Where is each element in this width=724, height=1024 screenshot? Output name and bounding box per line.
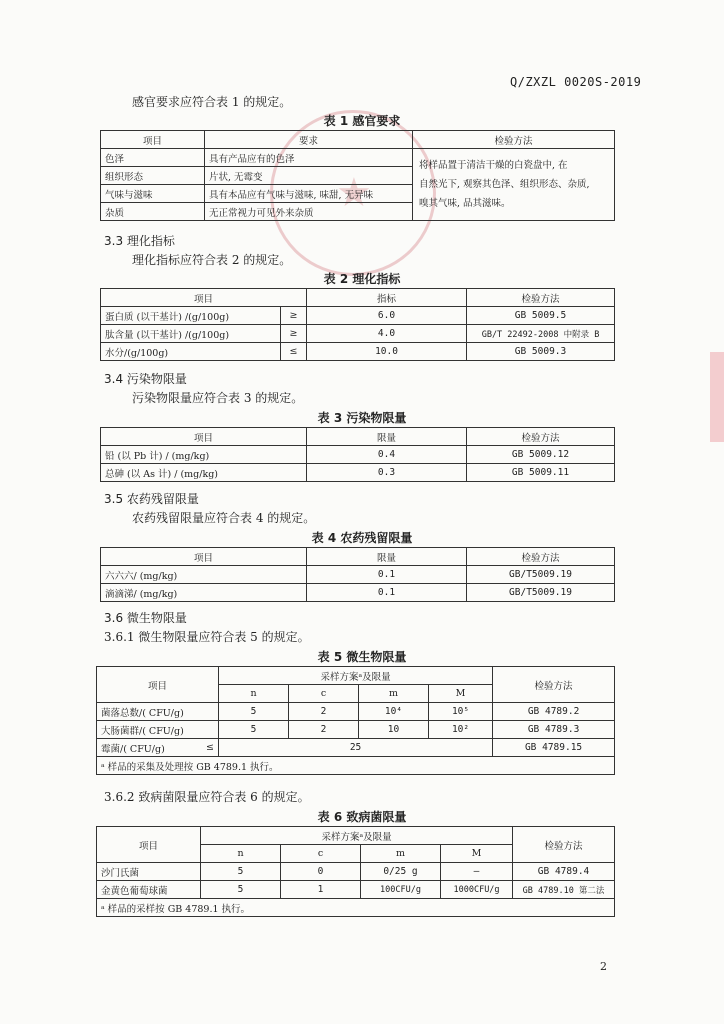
table4-header-method: 检验方法 [467,548,615,566]
cell-op: ≤ [197,739,219,757]
method-line: 自然光下, 观察其色泽、组织形态、杂质, [419,179,590,190]
cell-method: GB 4789.2 [493,703,615,721]
table-row [97,881,615,899]
table-row [101,446,615,464]
cell-method: GB 4789.3 [493,721,615,739]
table-row [97,703,615,721]
seal-star-icon: ★ [336,170,372,216]
cell-method: GB 5009.12 [467,446,615,464]
cell-method: GB 5009.3 [467,343,615,361]
table-row [97,721,615,739]
cell-method: GB/T5009.19 [467,566,615,584]
cell-value: 10.0 [307,343,467,361]
table-row [101,149,615,167]
cell-item: 气味与滋味 [101,185,205,203]
cell-method: GB 4789.4 [513,863,615,881]
cell-req: 具有产品应有的色泽 [205,149,413,167]
cell-c: 2 [289,703,359,721]
table1-caption: 表 1 感官要求 [323,114,401,128]
cell-item: 水分/(g/100g) [101,343,281,361]
cell-item: 六六六/ (mg/kg) [101,566,307,584]
s3-6-2-text: 3.6.2 致病菌限量应符合表 6 的规定。 [104,790,310,804]
table6-caption: 表 6 致病菌限量 [317,810,407,824]
cell-method: GB/T5009.19 [467,584,615,602]
cell-item: 菌落总数/( CFU/g) [97,703,219,721]
table2-header-value: 指标 [307,289,467,307]
table-row [97,863,615,881]
table-row [101,584,615,602]
table-row [101,307,615,325]
cell-item: 大肠菌群/( CFU/g) [97,721,219,739]
cell-req: 具有本品应有气味与滋味, 味甜, 无异味 [205,185,413,203]
table3-header-item: 项目 [101,428,307,446]
cell-M: — [441,863,513,881]
cell-m: 100CFU/g [361,881,441,899]
method-line: 将样品置于清洁干燥的白瓷盘中, 在 [419,160,568,171]
page-number: 2 [600,960,607,973]
cell-item: 霉菌/( CFU/g) [97,739,197,757]
table1-header-item: 项目 [101,131,205,149]
table2-caption: 表 2 理化指标 [323,272,401,286]
table3-header-method: 检验方法 [467,428,615,446]
cell-item: 铅 (以 Pb 计) / (mg/kg) [101,446,307,464]
cell-c: 1 [281,881,361,899]
table5 [96,666,615,775]
cell-n: 5 [219,703,289,721]
table-row [101,325,615,343]
table-row [101,464,615,482]
cell-method: GB 5009.11 [467,464,615,482]
cell-c: 0 [281,863,361,881]
cell-item: 蛋白质 (以干基计) /(g/100g) [101,307,281,325]
cell-op: ≥ [281,325,307,343]
cell-value: 25 [219,739,493,757]
table5-header-method: 检验方法 [493,667,615,703]
s3-4-intro: 污染物限量应符合表 3 的规定。 [132,391,304,405]
cell-item: 杂质 [101,203,205,221]
table6-sub-M: M [441,845,513,863]
cell-req: 无正常视力可见外来杂质 [205,203,413,221]
cell-item: 沙门氏菌 [97,863,201,881]
table6-note: ᵃ 样品的采样按 GB 4789.1 执行。 [97,899,615,917]
table5-caption: 表 5 微生物限量 [317,650,407,664]
cell-M: 10² [429,721,493,739]
table-row [97,739,615,757]
table5-sub-M: M [429,685,493,703]
table4-caption: 表 4 农药残留限量 [311,531,413,545]
table1-method-cell [413,149,615,221]
table3 [100,427,615,482]
cell-value: 0.1 [307,584,467,602]
cell-method: GB 4789.15 [493,739,615,757]
method-line: 嗅其气味, 品其滋味。 [419,198,511,209]
table6-sub-c: c [281,845,361,863]
cell-item: 组织形态 [101,167,205,185]
table3-header-value: 限量 [307,428,467,446]
s3-3-intro: 理化指标应符合表 2 的规定。 [132,253,292,267]
cell-m: 10⁴ [359,703,429,721]
cell-item: 滴滴涕/ (mg/kg) [101,584,307,602]
s3-5-heading: 3.5 农药残留限量 [104,492,199,506]
cell-op: ≥ [281,307,307,325]
table2 [100,288,615,361]
table2-header-method: 检验方法 [467,289,615,307]
table1-header-method: 检验方法 [413,131,615,149]
cell-c: 2 [289,721,359,739]
table5-header-plan: 采样方案ᵃ及限量 [219,667,493,685]
table6-sub-n: n [201,845,281,863]
table6-sub-m: m [361,845,441,863]
s3-3-heading: 3.3 理化指标 [104,234,175,248]
document-number: Q/ZXZL 0020S-2019 [510,75,642,89]
table3-caption: 表 3 污染物限量 [317,411,407,425]
table5-sub-c: c [289,685,359,703]
cell-value: 6.0 [307,307,467,325]
cell-method: GB/T 22492-2008 中附录 B [467,325,615,343]
table6-header-method: 检验方法 [513,827,615,863]
cell-value: 0.1 [307,566,467,584]
table6-header-item: 项目 [97,827,201,863]
cell-M: 1000CFU/g [441,881,513,899]
table5-sub-m: m [359,685,429,703]
table4-header-value: 限量 [307,548,467,566]
cell-m: 10 [359,721,429,739]
s3-2-intro: 感官要求应符合表 1 的规定。 [132,95,292,109]
s3-4-heading: 3.4 污染物限量 [104,372,187,386]
cell-op: ≤ [281,343,307,361]
s3-6-heading: 3.6 微生物限量 [104,611,187,625]
table2-header-item: 项目 [101,289,307,307]
table5-note: ᵃ 样品的采集及处理按 GB 4789.1 执行。 [97,757,615,775]
cell-n: 5 [219,721,289,739]
cell-item: 总砷 (以 As 计) / (mg/kg) [101,464,307,482]
table1-header-req: 要求 [205,131,413,149]
cell-item: 色泽 [101,149,205,167]
cell-n: 5 [201,863,281,881]
cell-method: GB 5009.5 [467,307,615,325]
s3-5-intro: 农药残留限量应符合表 4 的规定。 [132,511,316,525]
table-row [101,566,615,584]
table-row [101,343,615,361]
cell-M: 10⁵ [429,703,493,721]
cell-item: 金黄色葡萄球菌 [97,881,201,899]
cell-value: 0.3 [307,464,467,482]
cell-m: 0/25 g [361,863,441,881]
s3-6-1-text: 3.6.1 微生物限量应符合表 5 的规定。 [104,630,310,644]
table5-header-item: 项目 [97,667,219,703]
cell-req: 片状, 无霉变 [205,167,413,185]
cell-method: GB 4789.10 第二法 [513,881,615,899]
table6 [96,826,615,917]
cell-item: 肽含量 (以干基计) /(g/100g) [101,325,281,343]
table4-header-item: 项目 [101,548,307,566]
cell-n: 5 [201,881,281,899]
table1 [100,130,615,221]
cell-value: 4.0 [307,325,467,343]
edge-stamp-mark [710,352,724,442]
cell-value: 0.4 [307,446,467,464]
table5-sub-n: n [219,685,289,703]
table4 [100,547,615,602]
table6-header-plan: 采样方案ᵃ及限量 [201,827,513,845]
